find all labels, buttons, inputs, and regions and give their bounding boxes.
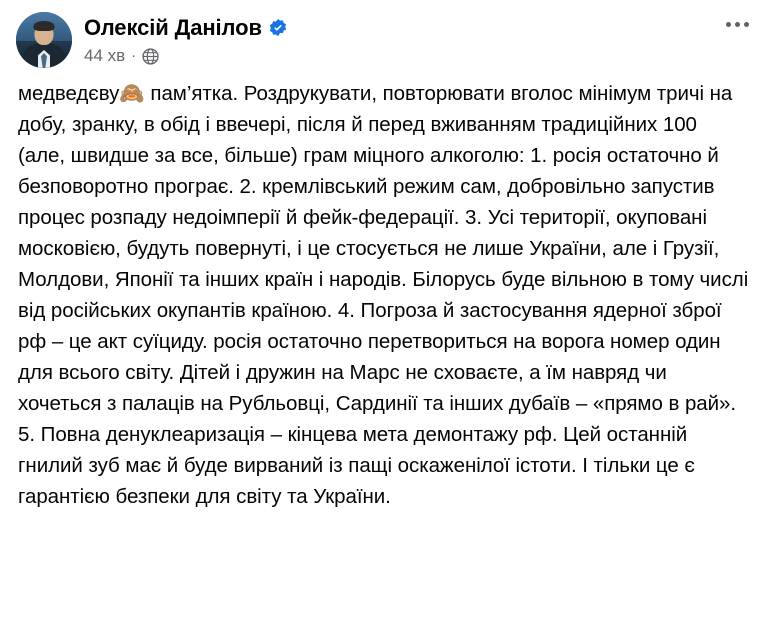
verified-badge-icon: [268, 18, 288, 38]
author-row: [84, 14, 288, 42]
post-text: медведєву🙈 пам’ятка. Роздрукувати, повторювати вголос мінімум тричі на добу, зранку, в обід і ввечері, після й перед вживанням традиційних 100 (але, швидше за все, більше) грам міцного алкоголю: 1. росія остаточно й безповоротно програє. 2. кремлівський режим сам, добровільно запустив процес розпаду недоімперії й фейк-федерації. 3. Усі території, окуповані московією, будуть повернуті, і це стосується не лише України, але і Грузії, Молдови, Японії та інших країн і народів. Білорусь буде вільною в тому числі від російських окупантів країною. 4. Погроза й застосування ядерної зброї рф – це акт суїциду. росія остаточно перетвориться на ворога номер один для всього світу. Дітей і дружин на Марс не сховаєте, а їм навряд чи хочеться з палаців на Рубльовці, Сардинії та інших дубаїв – «прямо в рай». 5. Повна денуклеаризація – кінцева мета демонтажу рф. Цей останній гнилий зуб має й буде вирваний із пащі оскаженілої істоти. І тільки це є гарантією безпеки для світу та України.: [18, 82, 749, 508]
globe-icon[interactable]: [142, 48, 159, 65]
avatar-hair: [34, 21, 55, 31]
post-timestamp[interactable]: 44 хв: [84, 46, 126, 65]
author-name[interactable]: Олексій Данілов: [84, 15, 262, 40]
avatar[interactable]: [16, 12, 72, 68]
post-meta: [84, 45, 288, 67]
post-header-text: [84, 12, 288, 67]
menu-dot: [744, 22, 749, 27]
menu-dot: [726, 22, 731, 27]
meta-separator: ·: [131, 47, 137, 64]
post-body: [0, 68, 767, 512]
post-header: [0, 0, 767, 68]
menu-dot: [735, 22, 740, 27]
more-options-icon[interactable]: [726, 22, 749, 27]
